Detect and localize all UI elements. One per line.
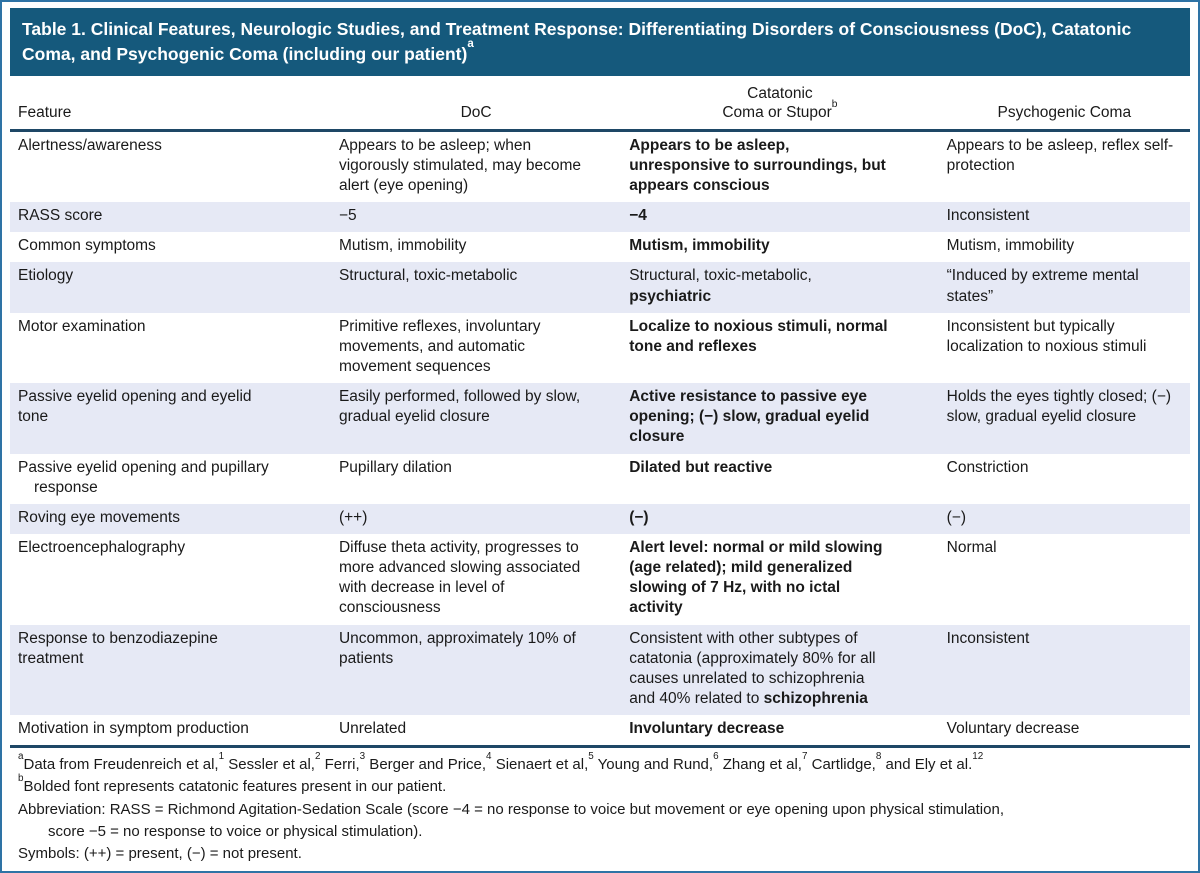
cell-feature: Motor examination bbox=[18, 317, 146, 335]
header-row bbox=[10, 76, 1190, 130]
table-body bbox=[10, 130, 1190, 745]
table-row bbox=[10, 454, 1190, 504]
cell-psychogenic: Holds the eyes tightly closed; (−) slow, gradual eyelid closure bbox=[946, 388, 1172, 426]
footnotes bbox=[10, 745, 1190, 869]
cell-catatonic: Appears to be asleep, unresponsive to surroundings, but appears conscious bbox=[629, 136, 886, 195]
cell-feature: Passive eyelid opening and eyelid tone bbox=[18, 388, 252, 426]
table-row bbox=[10, 130, 1190, 202]
cell-doc: Pupillary dilation bbox=[338, 458, 452, 476]
cell-psychogenic: (−) bbox=[946, 508, 966, 526]
cell-doc: Structural, toxic-metabolic bbox=[338, 267, 518, 285]
table-title: Table 1. Clinical Features, Neurologic Studies, and Treatment Response: Differentiating Disorders of Consciousness (DoC), Catatonic Coma, and Psychogenic Coma (including our patient)$^a$ bbox=[10, 8, 1190, 76]
column-header-feature: Feature bbox=[10, 76, 331, 130]
cell-catatonic: Mutism, immobility bbox=[629, 237, 770, 255]
table-row bbox=[10, 534, 1190, 625]
cell-catatonic: Consistent with other subtypes of catatonia (approximately 80% for all causes unrelated to schizophrenia and 40% related to schizophrenia bbox=[629, 629, 876, 707]
cell-catatonic: −4 bbox=[629, 207, 647, 225]
cell-catatonic: Active resistance to passive eye opening; (−) slow, gradual eyelid closure bbox=[629, 388, 870, 446]
cell-doc: Mutism, immobility bbox=[338, 237, 467, 255]
cell-feature: Passive eyelid opening and pupillary response bbox=[18, 458, 269, 496]
cell-catatonic: (−) bbox=[629, 508, 649, 526]
cell-psychogenic: Voluntary decrease bbox=[946, 720, 1080, 738]
footnote: Abbreviation: RASS = Richmond Agitation-Sedation Scale (score −4 = no response to voice but movement or eye opening upon physical stimulation, score −5 = no response to voice or physical stimulation). bbox=[18, 800, 1004, 840]
cell-feature: RASS score bbox=[18, 207, 103, 225]
table-header bbox=[10, 76, 1190, 130]
table-row bbox=[10, 232, 1190, 262]
cell-psychogenic: “Induced by extreme mental states” bbox=[946, 267, 1139, 305]
cell-psychogenic: Inconsistent but typically localization to noxious stimuli bbox=[946, 317, 1147, 355]
table-row bbox=[10, 313, 1190, 383]
cell-doc: Primitive reflexes, involuntary movements, and automatic movement sequences bbox=[338, 317, 541, 376]
cell-psychogenic: Normal bbox=[946, 539, 997, 556]
footnote: $^b$Bolded font represents catatonic features present in our patient. bbox=[18, 773, 447, 796]
cell-catatonic: Alert level: normal or mild slowing (age related); mild generalized slowing of 7 Hz, with no ictal activity bbox=[629, 539, 883, 617]
cell-doc: Easily performed, followed by slow, gradual eyelid closure bbox=[338, 388, 581, 426]
cell-psychogenic: Constriction bbox=[946, 458, 1029, 476]
cell-feature: Roving eye movements bbox=[18, 508, 180, 526]
table-row bbox=[10, 202, 1190, 232]
cell-doc: Unrelated bbox=[338, 720, 407, 738]
cell-doc: −5 bbox=[338, 207, 357, 225]
table-row bbox=[10, 504, 1190, 534]
column-header-psychogenic-coma: Psychogenic Coma bbox=[939, 76, 1190, 130]
column-header-catatonic-coma-or-stupor: Catatonic Coma or Stupor$^b$ bbox=[621, 76, 938, 130]
cell-psychogenic: Mutism, immobility bbox=[946, 237, 1075, 255]
cell-catatonic: Involuntary decrease bbox=[629, 720, 785, 738]
table-row bbox=[10, 715, 1190, 745]
cell-psychogenic: Inconsistent bbox=[946, 629, 1030, 647]
cell-feature: Alertness/awareness bbox=[18, 136, 162, 154]
footnote: Symbols: (++) = present, (−) = not present. bbox=[18, 845, 302, 863]
clinical-features-table bbox=[10, 76, 1190, 745]
cell-doc: (++) bbox=[338, 508, 368, 526]
column-header-doc: DoC bbox=[331, 76, 621, 130]
cell-psychogenic: Appears to be asleep, reflex self-protection bbox=[946, 136, 1174, 174]
table-row bbox=[10, 625, 1190, 716]
footnote: $^a$Data from Freudenreich et al,$^1$ Sessler et al,$^2$ Ferri,$^3$ Berger and Price,$^4$ Sienaert et al,$^5$ Young and Rund,$^6$ Zhang et al,$^7$ Cartlidge,$^8$ and Ely et al.$^{12}$ bbox=[18, 750, 984, 774]
cell-doc: Diffuse theta activity, progresses to more advanced slowing associated with decrease in level of consciousness bbox=[338, 539, 581, 617]
cell-feature: Electroencephalography bbox=[18, 539, 186, 556]
cell-catatonic: Dilated but reactive bbox=[629, 458, 773, 476]
cell-feature: Response to benzodiazepine treatment bbox=[18, 629, 218, 667]
cell-psychogenic: Inconsistent bbox=[946, 207, 1030, 225]
cell-catatonic: Structural, toxic-metabolic, psychiatric bbox=[629, 267, 812, 305]
table-row bbox=[10, 383, 1190, 453]
cell-catatonic: Localize to noxious stimuli, normal tone and reflexes bbox=[629, 317, 888, 355]
cell-feature: Motivation in symptom production bbox=[18, 720, 249, 738]
cell-doc: Uncommon, approximately 10% of patients bbox=[338, 629, 576, 667]
cell-feature: Etiology bbox=[18, 267, 74, 285]
table-row bbox=[10, 262, 1190, 312]
cell-feature: Common symptoms bbox=[18, 237, 156, 255]
cell-doc: Appears to be asleep; when vigorously stimulated, may become alert (eye opening) bbox=[338, 136, 582, 195]
